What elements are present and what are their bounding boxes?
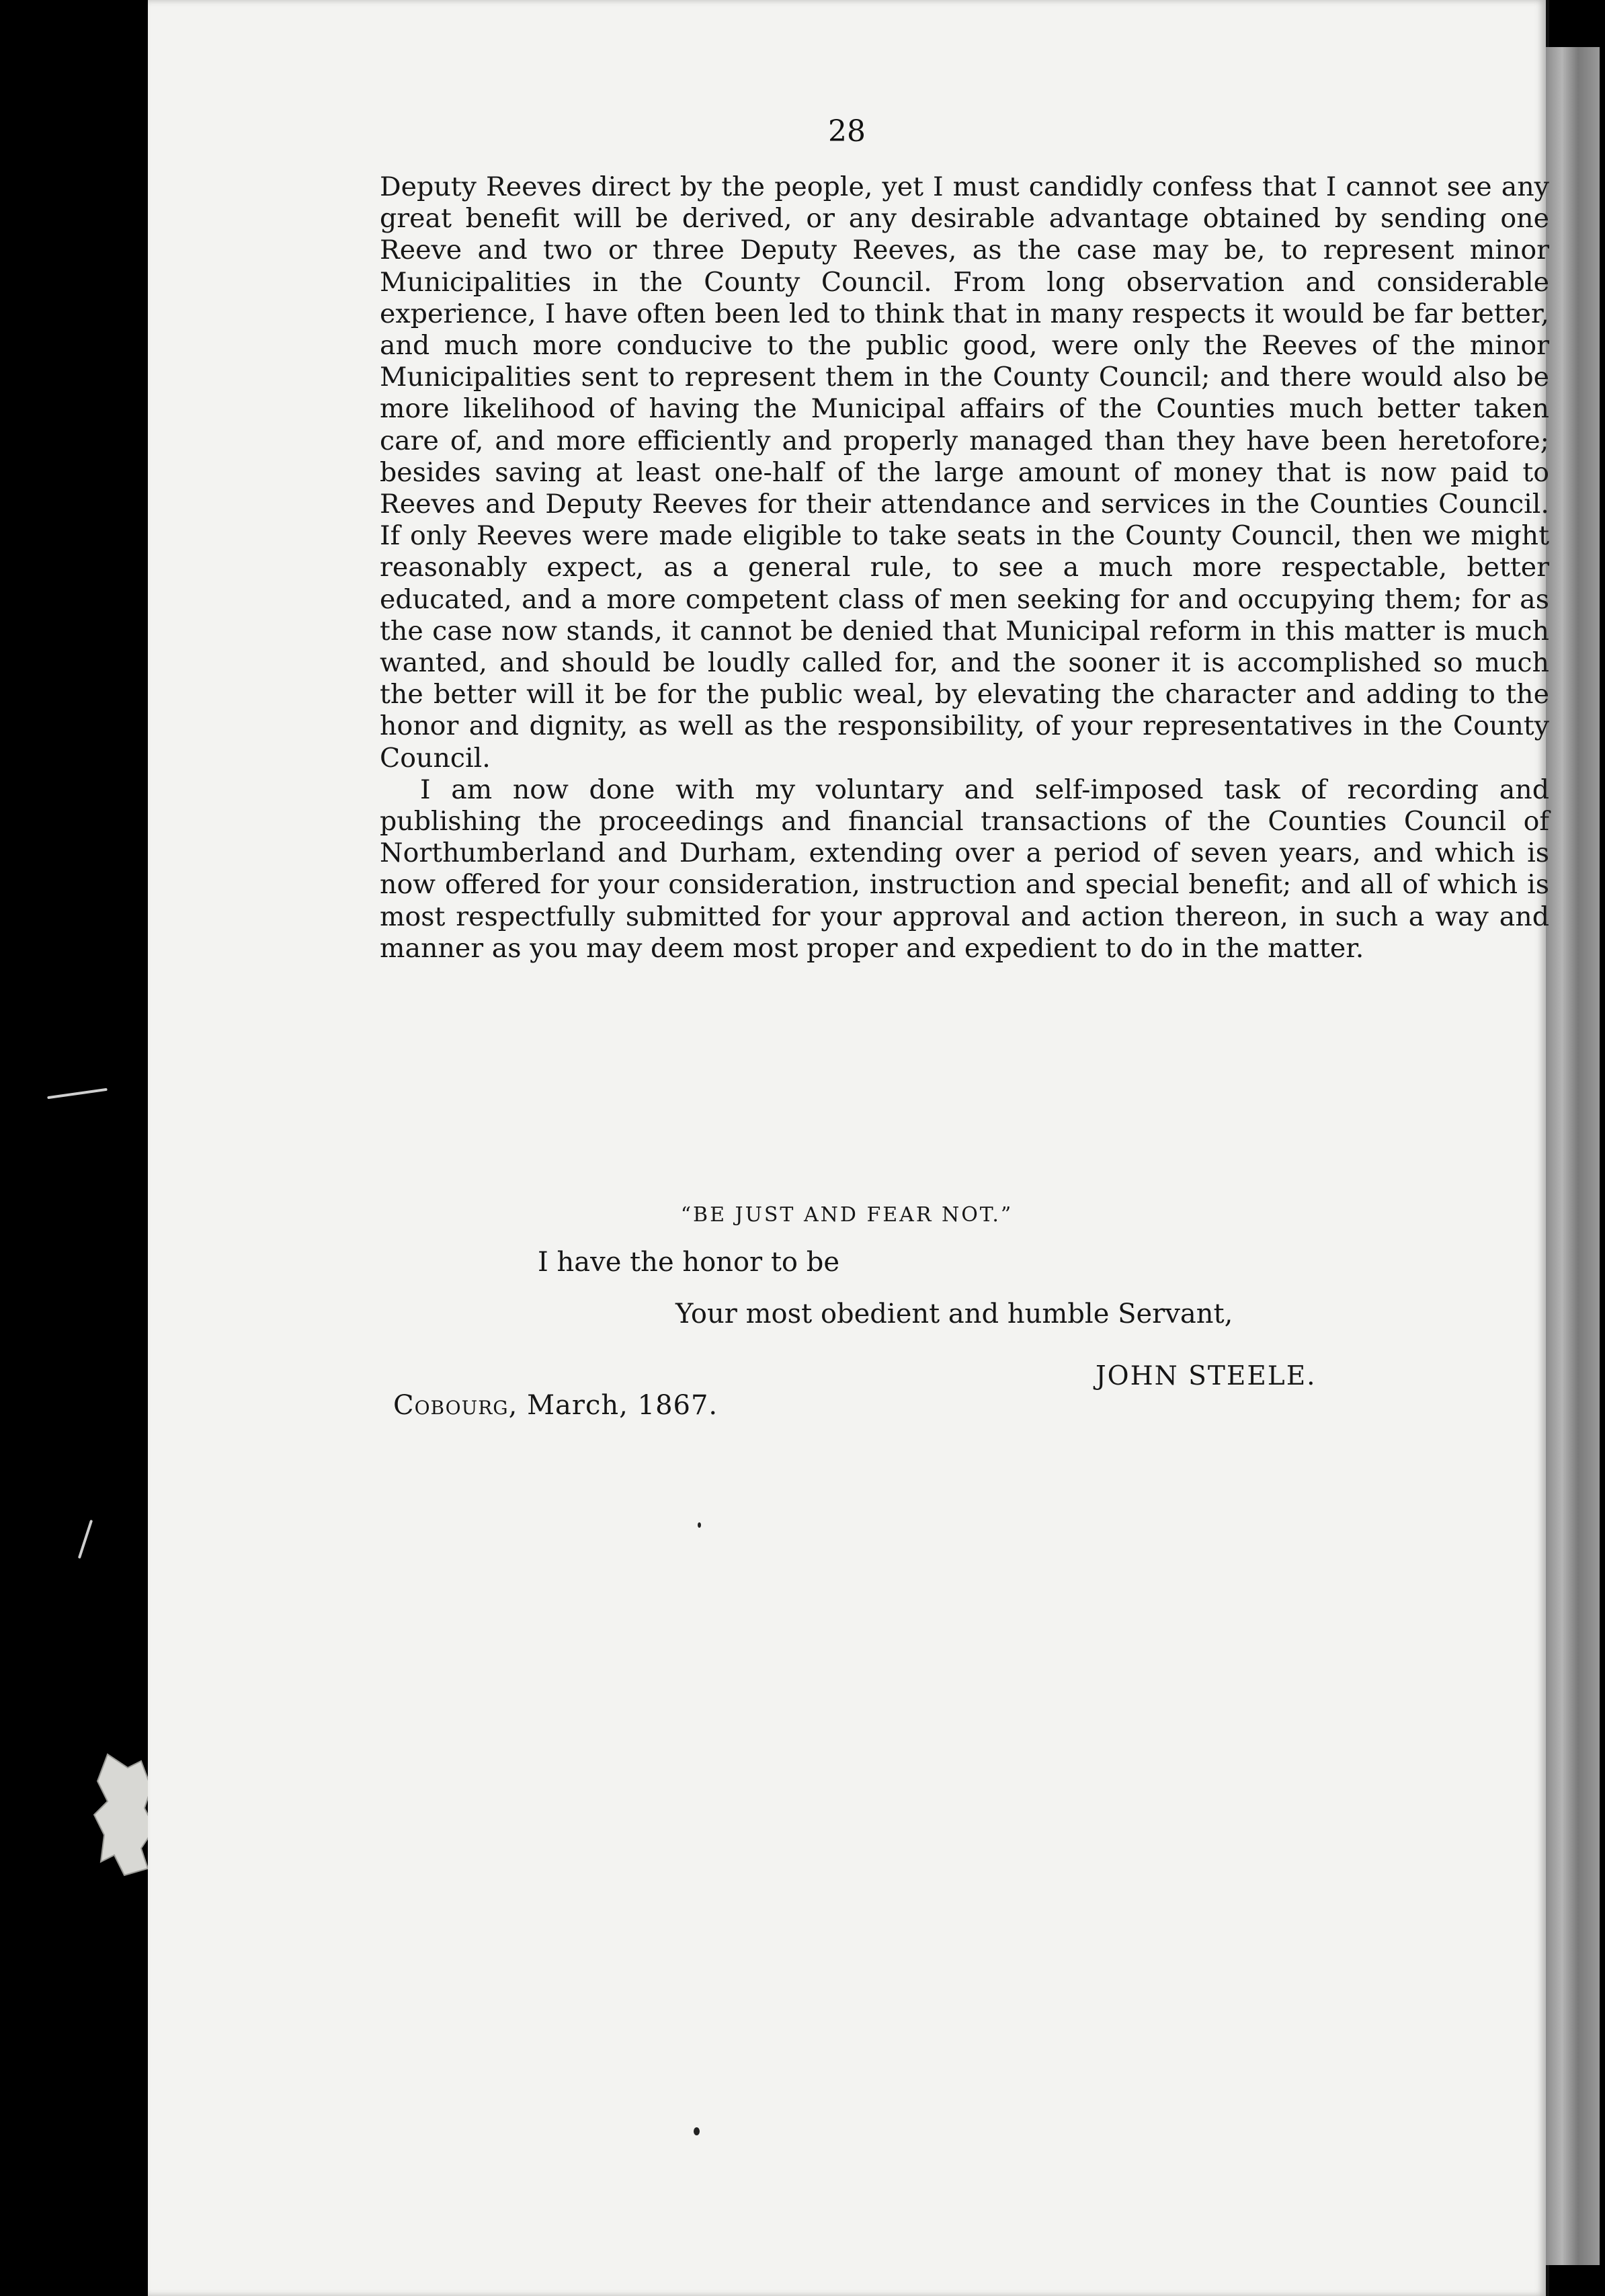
margin-mark [47,1088,108,1099]
date: March, 1867. [527,1390,718,1421]
place-date [393,1390,718,1421]
margin-mark [78,1520,93,1559]
servant-line: Your most obedient and humble Servant, [675,1299,1233,1329]
ink-speck [694,2127,700,2135]
paragraph-conclusion: I am now done with my voluntary and self-imposed task of recording and publishing the proceedings and financial transactions of the Counties Council of Northumberland and Durham, extending over a period of seven years, and which is now offered for your consideration, instruction and special benefit; and all of which is most respectfully submitted for your approval and action thereon, in such a way and manner as you may deem most proper and expedient to do in the matter. [380,774,1549,964]
document-page [148,0,1549,2296]
body-text [380,171,1549,965]
signature: JOHN STEELE. [1096,1361,1317,1391]
book-edge [1546,47,1600,2265]
paragraph-reeves: Deputy Reeves direct by the people, yet I must candidly confess that I cannot see any great benefit will be derived, or any desirable advantage obtained by sending one Reeve and two or three Deputy Reeves, as the case may be, to represent minor Municipalities in the County Council. From long observation and considerable experience, I have often been led to think that in many respects it would be far better, and much more conducive to the public good, were only the Reeves of the minor Municipalities sent to represent them in the County Council; and there would also be more likelihood of having the Municipal affairs of the Counties much better taken care of, and more efficiently and properly managed than they have been heretofore; besides saving at least one-half of the large amount of money that is now paid to Reeves and Deputy Reeves for their attendance and services in the Counties Council. If only Reeves were made eligible to take seats in the County Council, then we might reasonably expect, as a general rule, to see a much more respectable, better educated, and a more competent class of men seeking for and occupying them; for as the case now stands, it cannot be denied that Municipal reform in this matter is much wanted, and should be loudly called for, and the sooner it is accomplished so much the better will it be for the public weal, by elevating the character and adding to the honor and dignity, as well as the responsibility, of your representatives in the County Council. [380,171,1549,774]
page-number: 28 [828,114,866,149]
ink-speck [698,1522,701,1528]
place: Cobourg, [393,1390,518,1421]
closing-line: I have the honor to be [538,1247,840,1278]
motto: “BE JUST AND FEAR NOT.” [680,1203,1014,1227]
